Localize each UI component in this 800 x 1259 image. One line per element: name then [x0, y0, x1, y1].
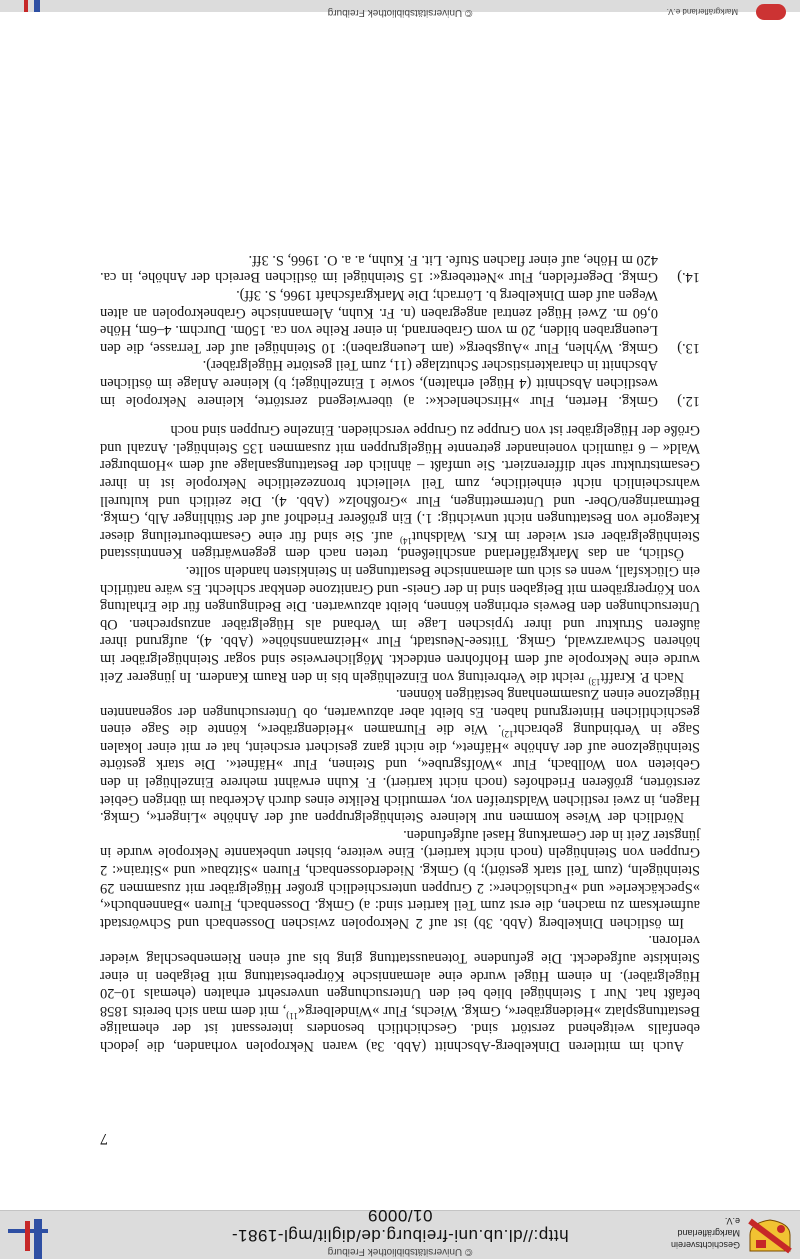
page-number: 7: [100, 1130, 108, 1147]
paragraph: Auch im mittleren Dinkelberg-Abschnitt (Abb. 3a) waren Nekropolen vorhanden, die jedoch ebenfalls weitgehend zerstört sind. Geschichtlich besonders interessant ist der ehemalige Bestattungsplatz »Heidengräber«, Gmkg. Wiechs, Flur »Windelberg«$^{11)}$, mit dem man sich bereits 1858 befaßt hat. Nur 1 Steinhügel blieb bei den Untersuchungen unversehrt erhalten (ehemals 10–20 Hügelgräber). In einem Hügel wurde eine alemannische Körperbestattung mit Beigaben in einer Steinkiste aufgedeckt. Die gefundene Totenausstattung ging bis auf einen Riemenbeschlag wieder verloren.: [99, 932, 700, 1054]
footnote: [100, 285, 700, 355]
footnote: [100, 356, 700, 409]
paragraph: Nördlich der Wiese kommen nur kleinere Steinhügelgruppen auf der Anhöhe »Lingert«, Gmkg. Hagen, in zwei restlichen Waldstreifen vor, vermutlich Relikte eines durch Ackerbau im übrigen Gebiet zerstörten, größeren Friedhofes (noch nicht kartiert). F. Kuhn erwähnt mehrere Einzelhügel in den Gebieten von Wollbach, Flur »Wolfsgrube«, und Steinen, Flur »Häfnet«. Die stark gestörte Steinhügelzone auf der Anhöhe »Häfnet«, die nicht ganz gesichert erscheint, hat er mit einer lokalen Sage in Verbindung gebracht$^{12)}$. Wie die Flurnamen »Heidengräber«, könnte die Sage einen geschichtlichen Hintergrund haben. Es bleibt aber abzuwarten, ob Untersuchungen der sogenannten Hügelzone einen Zusammenhang bestätigen können.: [100, 686, 700, 826]
org-name: [660, 1215, 740, 1251]
footer-org: Markgräflerland e.V.: [666, 7, 738, 16]
footnote-number: 13.): [677, 339, 700, 356]
page-text: [100, 250, 700, 1054]
paragraph: Im östlichen Dinkelberg (Abb. 3b) ist auf 2 Nekropolen zwischen Dossenbach und Schwörstadt aufmerksam zu machen, die erst zum Teil kartiert sind: a) Gmkg. Dossenbach, Fluren »Bannenbuch«, »Speckäckerle« und »Fuchslöcher«: 2 Gruppen unterschiedlich großer Hügelgräber mit zusammen 29 Steinhügeln, (zum Teil stark gestört); b) Gmkg. Niederdossenbach, Fluren »Sitzbau« und »Sitrain«: 2 Gruppen von Steinhügeln (noch nicht kartiert). Eine weitere, bisher unbekannte Nekropole wurde in jüngster Zeit in der Gemarkung Hasel aufgefunden.: [100, 826, 700, 931]
footnote: [100, 250, 700, 285]
university-logo-icon: [8, 1215, 48, 1259]
footer-institution: © Universitätsbibliothek Freiburg: [327, 7, 473, 18]
footnote-text: Gmkg. Herten, Flur »Hirschenleck«: a) überwiegend zerstörte, kleinere Nekropole im westlichen Abschnitt (4 Hügel erhalten), sowie 1 Einzelhügel; b) kleinere Anlage im östlichen Abschnitt in charakteristischer Schutzlage (11, zum Teil gestörte Hügelgräber).: [100, 357, 658, 409]
footnote-number: 12.): [677, 392, 700, 409]
paragraph: Östlich, an das Markgräflerland anschließend, treten nach dem gegenwärtigen Kenntnisstand Steinhügelgräber erst wieder im Krs. Waldshut$^{14)}$ auf. Sie sind für eine Gesamtbeurteilung dieser Kategorie von Bestattungen nicht unwichtig: 1.) Ein größerer Friedhof auf der Stühlinger Alb, Gmkg. Bettmaringen/Ober- und Untermettingen, Flur »Großholz« (Abb. 4). Die zeitlich und kulturell wahrscheinlich nicht einheitliche, zum Teil vielleicht bronzezeitliche Nekropole ist in ihrer Gesamtstruktur sehr differenziert. Sie umfaßt – ähnlich der Bestattungsanlage auf dem »Homburger Wald« – 6 räumlich voneinander getrennte Hügelgruppen mit zusammen 135 Steinhügel. Anzahl und Größe der Hügelgräber ist von Gruppe zu Gruppe verschieden. Einzelne Gruppen sind noch: [100, 422, 700, 562]
coat-of-arms-icon: [748, 1219, 792, 1253]
footnote-text: Gmkg. Wyhlen, Flur »Augsberg« (am Leuengraben): 10 Steinhügel auf der Terrasse, die den Leuengraben bilden, 20 m vom Grabenrand, in einer Reihe von ca. 150m. Durchm. 4–6m, Höhe 0,60 m. Zwei Hügel zentral angegraben (n. Fr. Kuhn, Alemannische Grabnekropolen an alten Wegen auf dem Dinkelberg b. Lörrach; Die Markgrafschaft 1966, S. 3ff).: [100, 287, 658, 356]
org-line-2: Markgräflerland e.V.: [677, 1216, 740, 1238]
header-bar: [0, 1206, 800, 1259]
paragraph: Nach P. Krafft$^{13)}$ reicht die Verbreitung von Einzelhügeln bis in den Raum Kandern. In jüngerer Zeit wurde eine Nekropole auf dem Hohfohren entdeckt. Möglicherweise sind sogar Steinhügelgräber im höheren Schwarzwald, Gmkg. Tiitsee-Neustadt, Flur »Heizmannshöhe« (Abb. 4), aufgrund ihrer äußeren Struktur und ihrer typischen Lage im Verband als Hügelgräber anzusprechen. Ob Untersuchungen den Beweis erbringen können, bleibt abzuwarten. Die Bedingungen für die Erhaltung von Körpergräbern mit Beigaben sind in der Gneis- und Granitzone denkbar schlecht. Es wäre natürlich ein Glücksfall, wenn es sich um alemannische Bestattungen in Steinkisten handeln sollte.: [100, 562, 700, 687]
footnote-text: Gmkg. Degerfelden, Flur »Netteberg«: 15 Steinhügel im östlichen Bereich der Anhöhe, in ca. 420 m Höhe, auf einer flachen Stufe. Lit. F. Kuhn, a. a. O. 1966, S. 3ff.: [100, 251, 658, 286]
footer-bar: [0, 0, 800, 18]
coat-of-arms-icon: [756, 4, 786, 20]
document-url-link[interactable]: http://dl.ub.uni-freiburg.de/diglit/mgl-1981-01/0009: [231, 1206, 569, 1245]
institution-label: © Universitätsbibliothek Freiburg: [327, 1246, 473, 1257]
footnote-number: 14.): [677, 269, 700, 286]
university-logo-icon: [14, 0, 44, 12]
org-line-1: Geschichtsverein: [670, 1240, 740, 1250]
